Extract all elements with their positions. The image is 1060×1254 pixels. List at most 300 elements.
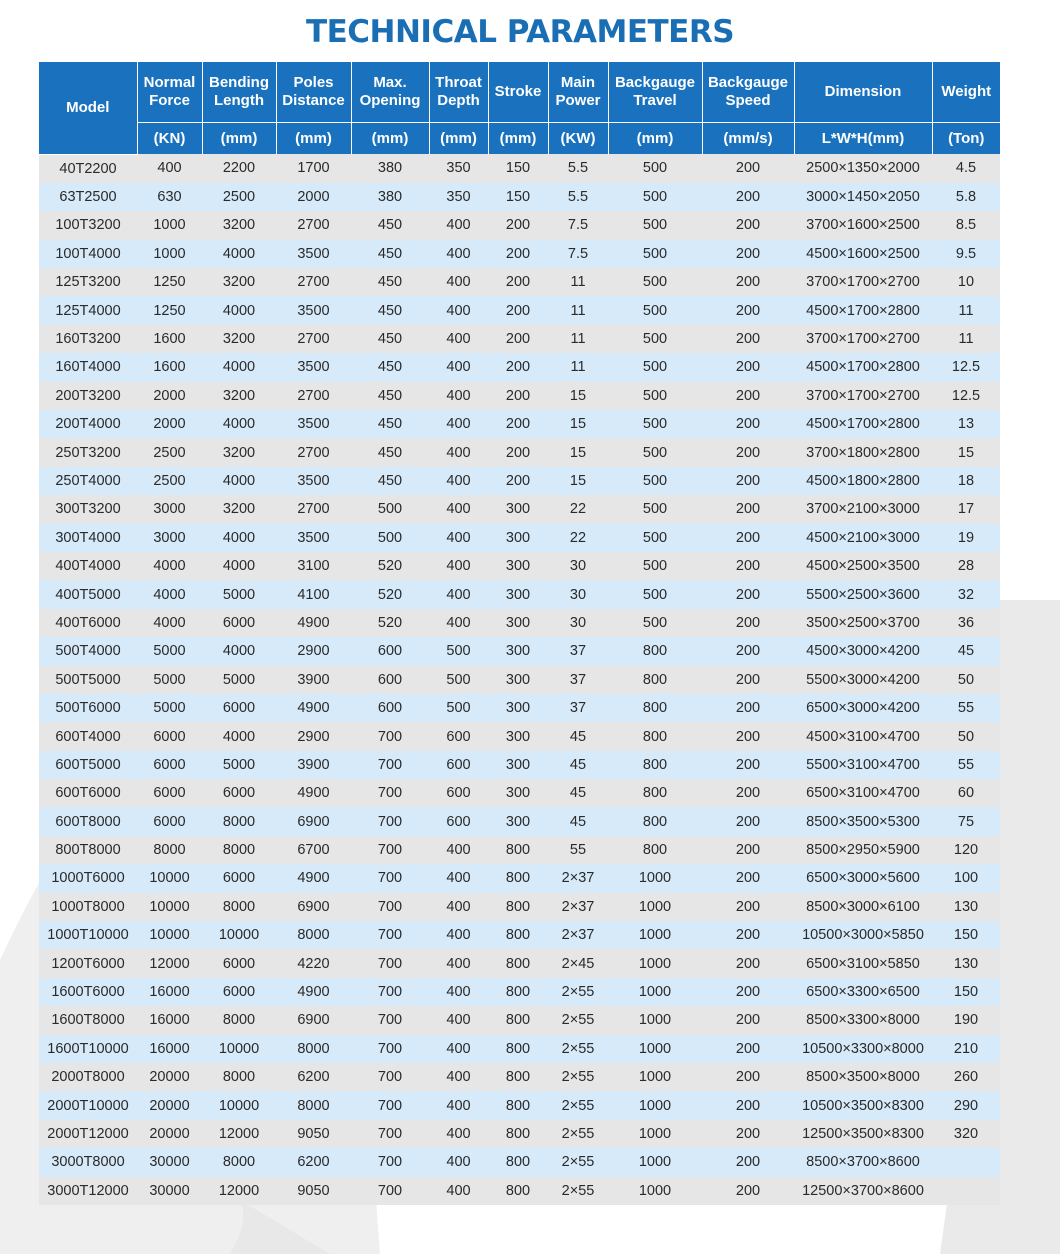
cell-normal-force: 20000	[137, 1063, 202, 1091]
cell-bending-length: 8000	[202, 807, 276, 835]
table-row	[39, 1006, 1000, 1034]
cell-weight: 50	[932, 666, 1000, 694]
cell-stroke: 300	[488, 666, 548, 694]
cell-bending-length: 4000	[202, 467, 276, 495]
cell-bending-length: 3200	[202, 268, 276, 296]
cell-normal-force: 1000	[137, 240, 202, 268]
cell-main-power: 22	[548, 524, 608, 552]
header-row	[39, 62, 1000, 123]
cell-poles-distance: 6200	[276, 1063, 351, 1091]
unit-bending-length: (mm)	[202, 123, 276, 155]
cell-backgauge-speed: 200	[702, 666, 794, 694]
cell-poles-distance: 6200	[276, 1148, 351, 1176]
table-row	[39, 893, 1000, 921]
cell-backgauge-speed: 200	[702, 240, 794, 268]
cell-backgauge-speed: 200	[702, 1177, 794, 1205]
cell-throat-depth: 400	[429, 325, 488, 353]
cell-poles-distance: 4900	[276, 864, 351, 892]
cell-max-opening: 700	[351, 1006, 429, 1034]
cell-normal-force: 2500	[137, 467, 202, 495]
cell-throat-depth: 400	[429, 268, 488, 296]
cell-max-opening: 380	[351, 183, 429, 211]
cell-backgauge-speed: 200	[702, 1006, 794, 1034]
cell-dimension: 4500×2500×3500	[794, 552, 932, 580]
table-row	[39, 978, 1000, 1006]
cell-max-opening: 450	[351, 382, 429, 410]
cell-throat-depth: 400	[429, 353, 488, 381]
cell-backgauge-speed: 200	[702, 438, 794, 466]
cell-throat-depth: 400	[429, 1091, 488, 1119]
cell-bending-length: 6000	[202, 779, 276, 807]
cell-poles-distance: 2700	[276, 438, 351, 466]
cell-backgauge-travel: 800	[608, 694, 702, 722]
cell-backgauge-speed: 200	[702, 183, 794, 211]
cell-max-opening: 520	[351, 552, 429, 580]
cell-model: 2000T12000	[39, 1120, 137, 1148]
cell-model: 100T3200	[39, 211, 137, 239]
cell-backgauge-travel: 800	[608, 751, 702, 779]
cell-bending-length: 3200	[202, 325, 276, 353]
cell-model: 2000T8000	[39, 1063, 137, 1091]
cell-max-opening: 450	[351, 268, 429, 296]
table-row	[39, 495, 1000, 523]
cell-normal-force: 4000	[137, 609, 202, 637]
cell-dimension: 6500×3100×5850	[794, 949, 932, 977]
cell-max-opening: 700	[351, 1091, 429, 1119]
cell-main-power: 7.5	[548, 240, 608, 268]
cell-main-power: 55	[548, 836, 608, 864]
cell-weight: 4.5	[932, 154, 1000, 183]
cell-backgauge-speed: 200	[702, 722, 794, 750]
cell-backgauge-speed: 200	[702, 211, 794, 239]
cell-poles-distance: 6900	[276, 807, 351, 835]
table-row	[39, 382, 1000, 410]
cell-dimension: 4500×1800×2800	[794, 467, 932, 495]
cell-main-power: 2×55	[548, 1120, 608, 1148]
cell-backgauge-speed: 200	[702, 836, 794, 864]
cell-poles-distance: 8000	[276, 1091, 351, 1119]
cell-model: 500T4000	[39, 637, 137, 665]
cell-max-opening: 520	[351, 609, 429, 637]
cell-backgauge-speed: 200	[702, 1063, 794, 1091]
cell-bending-length: 10000	[202, 1035, 276, 1063]
table-row	[39, 325, 1000, 353]
column-header-stroke: Stroke	[488, 62, 548, 123]
cell-stroke: 800	[488, 978, 548, 1006]
cell-normal-force: 16000	[137, 1035, 202, 1063]
cell-weight: 11	[932, 325, 1000, 353]
unit-backgauge-speed: (mm/s)	[702, 123, 794, 155]
cell-normal-force: 20000	[137, 1120, 202, 1148]
cell-main-power: 30	[548, 609, 608, 637]
cell-model: 125T4000	[39, 296, 137, 324]
cell-poles-distance: 6900	[276, 1006, 351, 1034]
cell-normal-force: 5000	[137, 637, 202, 665]
cell-max-opening: 450	[351, 467, 429, 495]
cell-backgauge-speed: 200	[702, 410, 794, 438]
cell-dimension: 8500×3000×6100	[794, 893, 932, 921]
cell-model: 125T3200	[39, 268, 137, 296]
cell-dimension: 4500×1700×2800	[794, 353, 932, 381]
cell-main-power: 37	[548, 666, 608, 694]
table-row	[39, 949, 1000, 977]
cell-throat-depth: 400	[429, 495, 488, 523]
cell-stroke: 200	[488, 467, 548, 495]
table-row	[39, 779, 1000, 807]
cell-normal-force: 1600	[137, 353, 202, 381]
cell-normal-force: 30000	[137, 1148, 202, 1176]
cell-throat-depth: 400	[429, 552, 488, 580]
cell-backgauge-travel: 1000	[608, 921, 702, 949]
cell-model: 200T4000	[39, 410, 137, 438]
cell-normal-force: 16000	[137, 978, 202, 1006]
cell-weight: 19	[932, 524, 1000, 552]
cell-throat-depth: 400	[429, 609, 488, 637]
table-row	[39, 666, 1000, 694]
cell-model: 63T2500	[39, 183, 137, 211]
cell-backgauge-travel: 1000	[608, 1063, 702, 1091]
cell-model: 800T8000	[39, 836, 137, 864]
cell-poles-distance: 3500	[276, 410, 351, 438]
cell-normal-force: 10000	[137, 864, 202, 892]
cell-stroke: 300	[488, 751, 548, 779]
cell-throat-depth: 400	[429, 410, 488, 438]
cell-main-power: 2×55	[548, 1035, 608, 1063]
cell-max-opening: 700	[351, 751, 429, 779]
units-row	[39, 123, 1000, 155]
cell-model: 2000T10000	[39, 1091, 137, 1119]
cell-bending-length: 3200	[202, 211, 276, 239]
cell-normal-force: 1600	[137, 325, 202, 353]
cell-backgauge-travel: 800	[608, 807, 702, 835]
cell-backgauge-travel: 800	[608, 722, 702, 750]
cell-main-power: 30	[548, 552, 608, 580]
table-row	[39, 751, 1000, 779]
cell-model: 250T4000	[39, 467, 137, 495]
cell-normal-force: 400	[137, 154, 202, 183]
cell-weight: 75	[932, 807, 1000, 835]
cell-backgauge-speed: 200	[702, 1120, 794, 1148]
column-header-weight: Weight	[932, 62, 1000, 123]
cell-throat-depth: 400	[429, 1120, 488, 1148]
cell-poles-distance: 3500	[276, 467, 351, 495]
table-row	[39, 836, 1000, 864]
cell-poles-distance: 3500	[276, 353, 351, 381]
unit-poles-distance: (mm)	[276, 123, 351, 155]
cell-throat-depth: 400	[429, 1148, 488, 1176]
cell-max-opening: 700	[351, 807, 429, 835]
table-row	[39, 722, 1000, 750]
cell-backgauge-travel: 1000	[608, 1120, 702, 1148]
cell-throat-depth: 500	[429, 694, 488, 722]
cell-bending-length: 8000	[202, 836, 276, 864]
cell-poles-distance: 1700	[276, 154, 351, 183]
cell-main-power: 2×55	[548, 1006, 608, 1034]
cell-main-power: 11	[548, 296, 608, 324]
cell-throat-depth: 350	[429, 183, 488, 211]
cell-throat-depth: 400	[429, 296, 488, 324]
column-header-backgauge-travel: Backgauge Travel	[608, 62, 702, 123]
cell-dimension: 10500×3300×8000	[794, 1035, 932, 1063]
cell-normal-force: 1000	[137, 211, 202, 239]
table-row	[39, 552, 1000, 580]
unit-backgauge-travel: (mm)	[608, 123, 702, 155]
cell-weight	[932, 1148, 1000, 1176]
cell-stroke: 800	[488, 1063, 548, 1091]
cell-backgauge-speed: 200	[702, 495, 794, 523]
cell-throat-depth: 350	[429, 154, 488, 183]
cell-stroke: 300	[488, 694, 548, 722]
cell-throat-depth: 400	[429, 438, 488, 466]
cell-max-opening: 600	[351, 666, 429, 694]
cell-dimension: 6500×3000×5600	[794, 864, 932, 892]
table-row	[39, 467, 1000, 495]
cell-throat-depth: 400	[429, 240, 488, 268]
cell-throat-depth: 600	[429, 807, 488, 835]
column-header-bending-length: Bending Length	[202, 62, 276, 123]
column-header-backgauge-speed: Backgauge Speed	[702, 62, 794, 123]
technical-parameters-table	[39, 62, 1000, 1205]
cell-weight: 120	[932, 836, 1000, 864]
cell-main-power: 11	[548, 353, 608, 381]
cell-poles-distance: 4900	[276, 609, 351, 637]
table-row	[39, 154, 1000, 183]
cell-throat-depth: 400	[429, 893, 488, 921]
cell-main-power: 15	[548, 382, 608, 410]
cell-backgauge-travel: 500	[608, 211, 702, 239]
cell-normal-force: 6000	[137, 722, 202, 750]
cell-stroke: 800	[488, 864, 548, 892]
cell-max-opening: 450	[351, 296, 429, 324]
cell-dimension: 4500×1700×2800	[794, 296, 932, 324]
cell-max-opening: 700	[351, 864, 429, 892]
cell-dimension: 4500×3000×4200	[794, 637, 932, 665]
cell-stroke: 300	[488, 637, 548, 665]
cell-backgauge-travel: 800	[608, 836, 702, 864]
cell-throat-depth: 400	[429, 1063, 488, 1091]
cell-dimension: 5500×2500×3600	[794, 580, 932, 608]
cell-stroke: 200	[488, 382, 548, 410]
cell-main-power: 45	[548, 779, 608, 807]
cell-backgauge-travel: 800	[608, 637, 702, 665]
cell-main-power: 11	[548, 268, 608, 296]
cell-backgauge-travel: 1000	[608, 1148, 702, 1176]
cell-poles-distance: 9050	[276, 1120, 351, 1148]
cell-bending-length: 4000	[202, 240, 276, 268]
cell-model: 1600T10000	[39, 1035, 137, 1063]
cell-throat-depth: 400	[429, 949, 488, 977]
cell-max-opening: 700	[351, 836, 429, 864]
cell-poles-distance: 2900	[276, 637, 351, 665]
cell-stroke: 200	[488, 240, 548, 268]
cell-backgauge-travel: 500	[608, 353, 702, 381]
cell-max-opening: 700	[351, 949, 429, 977]
cell-normal-force: 20000	[137, 1091, 202, 1119]
table-row	[39, 183, 1000, 211]
cell-backgauge-travel: 500	[608, 183, 702, 211]
table-row	[39, 694, 1000, 722]
cell-dimension: 8500×2950×5900	[794, 836, 932, 864]
table-row	[39, 1148, 1000, 1176]
cell-max-opening: 700	[351, 779, 429, 807]
cell-weight: 13	[932, 410, 1000, 438]
cell-poles-distance: 3900	[276, 751, 351, 779]
cell-dimension: 8500×3700×8600	[794, 1148, 932, 1176]
cell-model: 500T6000	[39, 694, 137, 722]
cell-main-power: 15	[548, 438, 608, 466]
table-row	[39, 353, 1000, 381]
cell-weight: 260	[932, 1063, 1000, 1091]
cell-bending-length: 4000	[202, 722, 276, 750]
cell-dimension: 3700×1600×2500	[794, 211, 932, 239]
cell-dimension: 3500×2500×3700	[794, 609, 932, 637]
cell-bending-length: 8000	[202, 1148, 276, 1176]
cell-dimension: 8500×3500×8000	[794, 1063, 932, 1091]
cell-normal-force: 2000	[137, 410, 202, 438]
cell-weight: 28	[932, 552, 1000, 580]
cell-max-opening: 700	[351, 921, 429, 949]
cell-normal-force: 6000	[137, 751, 202, 779]
cell-stroke: 800	[488, 1177, 548, 1205]
cell-weight: 17	[932, 495, 1000, 523]
cell-normal-force: 1250	[137, 296, 202, 324]
cell-model: 400T4000	[39, 552, 137, 580]
cell-main-power: 11	[548, 325, 608, 353]
cell-backgauge-speed: 200	[702, 694, 794, 722]
cell-max-opening: 450	[351, 211, 429, 239]
cell-dimension: 8500×3500×5300	[794, 807, 932, 835]
cell-weight: 55	[932, 751, 1000, 779]
cell-bending-length: 6000	[202, 609, 276, 637]
cell-backgauge-speed: 200	[702, 921, 794, 949]
cell-backgauge-travel: 1000	[608, 893, 702, 921]
cell-dimension: 6500×3300×6500	[794, 978, 932, 1006]
cell-backgauge-travel: 500	[608, 580, 702, 608]
cell-backgauge-travel: 1000	[608, 1091, 702, 1119]
cell-dimension: 8500×3300×8000	[794, 1006, 932, 1034]
cell-dimension: 5500×3000×4200	[794, 666, 932, 694]
cell-main-power: 2×55	[548, 978, 608, 1006]
cell-max-opening: 700	[351, 893, 429, 921]
cell-normal-force: 1250	[137, 268, 202, 296]
cell-throat-depth: 400	[429, 382, 488, 410]
cell-throat-depth: 600	[429, 751, 488, 779]
cell-throat-depth: 600	[429, 779, 488, 807]
cell-bending-length: 3200	[202, 495, 276, 523]
cell-poles-distance: 4900	[276, 694, 351, 722]
cell-weight: 150	[932, 921, 1000, 949]
cell-max-opening: 600	[351, 694, 429, 722]
cell-model: 1600T6000	[39, 978, 137, 1006]
cell-bending-length: 2500	[202, 183, 276, 211]
cell-backgauge-travel: 500	[608, 268, 702, 296]
cell-poles-distance: 3100	[276, 552, 351, 580]
column-header-model: Model	[39, 62, 137, 154]
cell-poles-distance: 2900	[276, 722, 351, 750]
table-row	[39, 438, 1000, 466]
cell-main-power: 2×55	[548, 1063, 608, 1091]
cell-main-power: 5.5	[548, 154, 608, 183]
cell-poles-distance: 2700	[276, 495, 351, 523]
cell-poles-distance: 3500	[276, 524, 351, 552]
cell-max-opening: 500	[351, 495, 429, 523]
cell-stroke: 800	[488, 1035, 548, 1063]
cell-max-opening: 700	[351, 1035, 429, 1063]
cell-weight: 210	[932, 1035, 1000, 1063]
cell-normal-force: 3000	[137, 495, 202, 523]
cell-bending-length: 4000	[202, 353, 276, 381]
cell-stroke: 300	[488, 722, 548, 750]
cell-model: 200T3200	[39, 382, 137, 410]
cell-model: 40T2200	[39, 154, 137, 183]
column-header-poles-distance: Poles Distance	[276, 62, 351, 123]
cell-model: 1000T6000	[39, 864, 137, 892]
cell-backgauge-speed: 200	[702, 325, 794, 353]
cell-throat-depth: 400	[429, 211, 488, 239]
cell-main-power: 45	[548, 807, 608, 835]
cell-poles-distance: 2000	[276, 183, 351, 211]
cell-stroke: 800	[488, 1091, 548, 1119]
cell-model: 500T5000	[39, 666, 137, 694]
cell-model: 400T5000	[39, 580, 137, 608]
table-row	[39, 807, 1000, 835]
cell-backgauge-travel: 1000	[608, 978, 702, 1006]
cell-bending-length: 12000	[202, 1120, 276, 1148]
cell-model: 600T8000	[39, 807, 137, 835]
cell-backgauge-speed: 200	[702, 353, 794, 381]
cell-model: 100T4000	[39, 240, 137, 268]
cell-model: 1000T8000	[39, 893, 137, 921]
page-title: TECHNICAL PARAMETERS	[305, 14, 735, 50]
cell-throat-depth: 400	[429, 1006, 488, 1034]
cell-main-power: 45	[548, 722, 608, 750]
cell-backgauge-travel: 1000	[608, 1177, 702, 1205]
cell-backgauge-speed: 200	[702, 1148, 794, 1176]
cell-main-power: 2×37	[548, 921, 608, 949]
column-header-normal-force: Normal Force	[137, 62, 202, 123]
cell-dimension: 3000×1450×2050	[794, 183, 932, 211]
cell-normal-force: 5000	[137, 694, 202, 722]
cell-poles-distance: 6700	[276, 836, 351, 864]
cell-throat-depth: 400	[429, 978, 488, 1006]
table-row	[39, 268, 1000, 296]
cell-backgauge-travel: 1000	[608, 864, 702, 892]
cell-model: 600T6000	[39, 779, 137, 807]
cell-max-opening: 380	[351, 154, 429, 183]
cell-dimension: 3700×1700×2700	[794, 268, 932, 296]
cell-weight: 55	[932, 694, 1000, 722]
cell-backgauge-speed: 200	[702, 893, 794, 921]
cell-throat-depth: 400	[429, 524, 488, 552]
cell-stroke: 300	[488, 807, 548, 835]
cell-max-opening: 450	[351, 325, 429, 353]
cell-backgauge-speed: 200	[702, 154, 794, 183]
cell-main-power: 2×37	[548, 864, 608, 892]
cell-backgauge-travel: 500	[608, 240, 702, 268]
cell-model: 250T3200	[39, 438, 137, 466]
cell-backgauge-travel: 1000	[608, 949, 702, 977]
cell-backgauge-travel: 500	[608, 609, 702, 637]
unit-normal-force: (KN)	[137, 123, 202, 155]
cell-model: 300T4000	[39, 524, 137, 552]
cell-poles-distance: 8000	[276, 921, 351, 949]
cell-bending-length: 5000	[202, 580, 276, 608]
cell-weight: 150	[932, 978, 1000, 1006]
cell-throat-depth: 500	[429, 637, 488, 665]
cell-model: 1600T8000	[39, 1006, 137, 1034]
table-row	[39, 609, 1000, 637]
cell-dimension: 4500×2100×3000	[794, 524, 932, 552]
